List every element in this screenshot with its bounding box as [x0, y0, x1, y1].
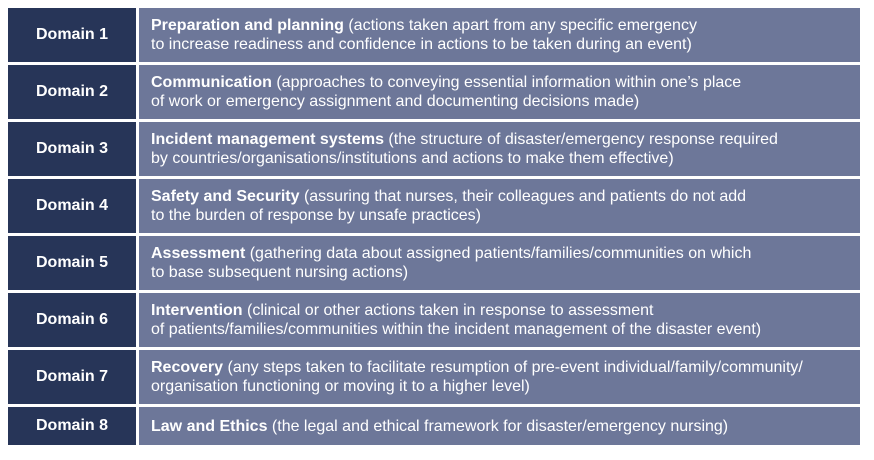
domain-description	[139, 122, 860, 176]
domain-description	[139, 293, 860, 347]
domain-row	[8, 122, 860, 176]
domain-label: Domain 8	[8, 407, 136, 445]
domain-description-line2: to base subsequent nursing actions)	[151, 264, 409, 281]
domain-description	[139, 179, 860, 233]
domain-description-line1: (assuring that nurses, their colleagues and patients do not add	[299, 188, 747, 205]
domain-description	[139, 8, 860, 62]
domain-label: Domain 4	[8, 179, 136, 233]
domain-description-line2: to increase readiness and confidence in actions to be taken during an event)	[151, 36, 692, 53]
domain-description-line1: (clinical or other actions taken in response to assessment	[242, 302, 654, 319]
domain-description-line1: (the legal and ethical framework for disaster/emergency nursing)	[267, 418, 729, 435]
domain-label: Domain 5	[8, 236, 136, 290]
domain-description	[139, 407, 860, 445]
domains-table	[8, 8, 860, 448]
domain-label: Domain 6	[8, 293, 136, 347]
domain-row	[8, 236, 860, 290]
domain-description	[139, 236, 860, 290]
domain-row	[8, 407, 860, 445]
domain-title: Law and Ethics	[151, 418, 268, 435]
domain-title: Incident management systems	[151, 131, 384, 148]
domain-description	[139, 350, 860, 404]
domain-description-line1: (actions taken apart from any specific emergency	[343, 17, 697, 34]
domain-description-line2: of work or emergency assignment and documenting decisions made)	[151, 93, 640, 110]
domain-description-line1: (approaches to conveying essential information within one’s place	[271, 74, 742, 91]
domain-description-line1: (gathering data about assigned patients/families/communities on which	[245, 245, 752, 262]
domain-label: Domain 2	[8, 65, 136, 119]
domain-description-line1: (any steps taken to facilitate resumption of pre-event individual/family/community/	[223, 359, 803, 376]
domain-title: Safety and Security	[151, 188, 300, 205]
domain-row	[8, 350, 860, 404]
domain-description-line2: to the burden of response by unsafe practices)	[151, 207, 481, 224]
domain-title: Preparation and planning	[151, 17, 344, 34]
domain-row	[8, 65, 860, 119]
domain-row	[8, 8, 860, 62]
domain-description-line2: of patients/families/communities within the incident management of the disaster event)	[151, 321, 762, 338]
domain-description-line2: by countries/organisations/institutions and actions to make them effective)	[151, 150, 674, 167]
domain-description-line1: (the structure of disaster/emergency response required	[383, 131, 778, 148]
domain-row	[8, 293, 860, 347]
domain-label: Domain 1	[8, 8, 136, 62]
domain-title: Assessment	[151, 245, 246, 262]
domain-description	[139, 65, 860, 119]
domain-description-line2: organisation functioning or moving it to a higher level)	[151, 378, 530, 395]
domain-title: Communication	[151, 74, 272, 91]
domain-label: Domain 7	[8, 350, 136, 404]
domain-title: Intervention	[151, 302, 243, 319]
domain-title: Recovery	[151, 359, 224, 376]
domain-label: Domain 3	[8, 122, 136, 176]
domain-row	[8, 179, 860, 233]
